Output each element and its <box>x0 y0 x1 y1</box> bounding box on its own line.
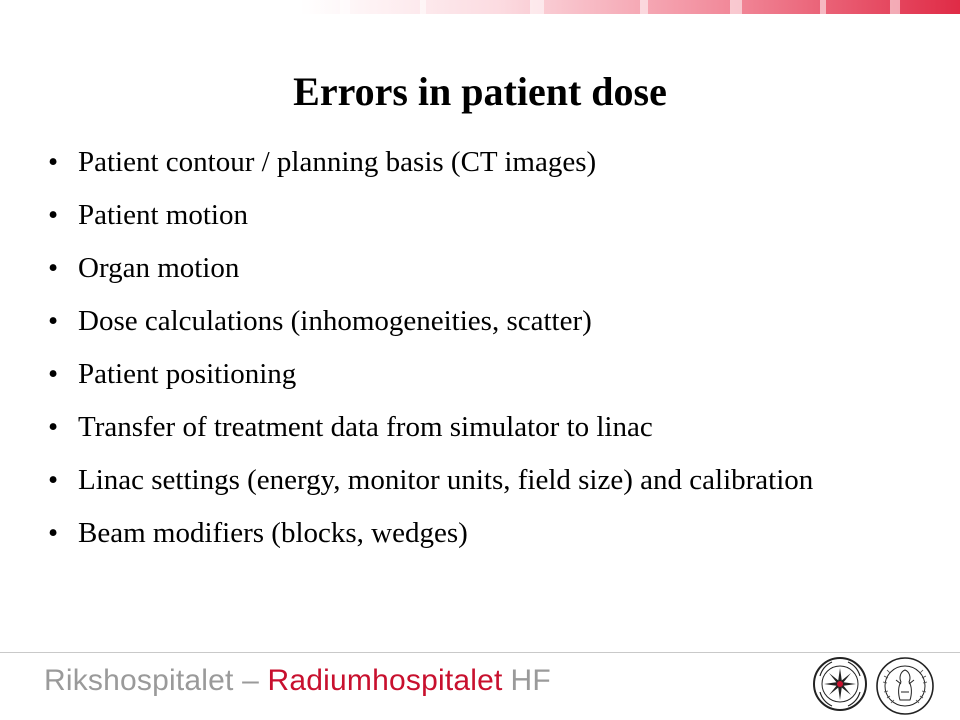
bullet-symbol: • <box>48 517 59 549</box>
bullet-text: Transfer of treatment data from simulator to linac <box>78 411 653 443</box>
bullet-item <box>48 411 908 444</box>
bullet-item <box>48 305 908 338</box>
top-decorative-band <box>300 0 960 14</box>
university-oslo-seal-icon <box>874 656 936 716</box>
bullet-item <box>48 199 908 232</box>
bullet-text: Beam modifiers (blocks, wedges) <box>78 517 468 549</box>
bullet-text: Linac settings (energy, monitor units, field size) and calibration <box>78 464 814 496</box>
bullet-text: Patient motion <box>78 199 248 231</box>
footer-divider <box>0 652 960 653</box>
bullet-text: Patient positioning <box>78 358 297 390</box>
bullet-symbol: • <box>48 464 59 496</box>
bullet-symbol: • <box>48 305 59 337</box>
bullet-item <box>48 252 908 285</box>
logo-hf: HF <box>510 664 551 697</box>
radium-hospital-seal-icon <box>812 656 868 712</box>
bullet-symbol: • <box>48 252 59 284</box>
bullet-symbol: • <box>48 411 59 443</box>
bullet-list <box>48 146 908 570</box>
bullet-text: Organ motion <box>78 252 240 284</box>
bullet-text: Patient contour / planning basis (CT images) <box>78 146 597 178</box>
bullet-item <box>48 358 908 391</box>
logo-separator: – <box>233 664 268 697</box>
logo-rikshospitalet: Rikshospitalet <box>44 664 234 697</box>
bullet-item <box>48 517 908 550</box>
bullet-symbol: • <box>48 358 59 390</box>
bullet-symbol: • <box>48 199 59 231</box>
logo-radiumhospitalet: Radiumhospitalet <box>267 664 503 697</box>
bullet-text: Dose calculations (inhomogeneities, scatter) <box>78 305 592 337</box>
hospital-logo <box>44 664 551 698</box>
bullet-item <box>48 146 908 179</box>
bullet-item <box>48 464 908 497</box>
bullet-symbol: • <box>48 146 59 178</box>
slide-title: Errors in patient dose <box>293 69 667 114</box>
